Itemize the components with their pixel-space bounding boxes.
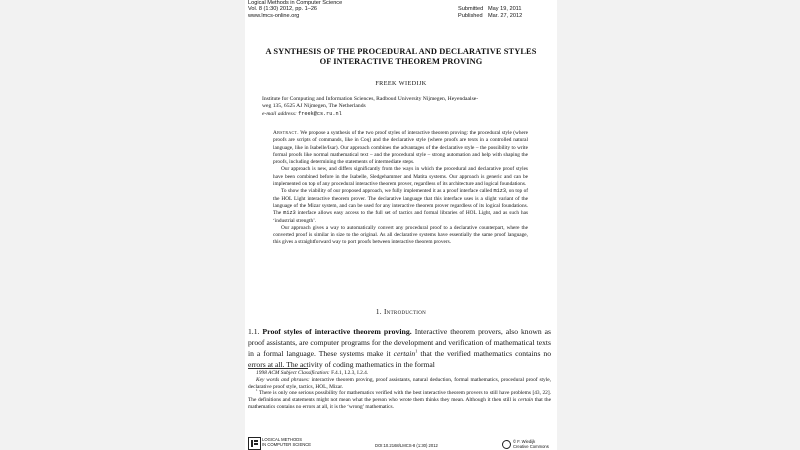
footnote-mark-1: 1 bbox=[256, 388, 258, 393]
copyright-line-1: © F. Wiedijk bbox=[513, 439, 536, 444]
journal-name: Logical Methods in Computer Science bbox=[248, 0, 343, 6]
journal-header bbox=[248, 0, 342, 19]
footnote-rule bbox=[248, 368, 308, 369]
intro-text-a: Interactive theorem provers, also known as proof assistants, are computer programs for the development and verification of mathematical texts in a formal language. These systems make it bbox=[248, 327, 551, 358]
journal-volume: Vol. 8 (1:30) 2012, pp. 1–26 bbox=[248, 6, 318, 13]
section-heading-introduction bbox=[245, 308, 557, 316]
paper-title bbox=[250, 47, 552, 67]
lmcs-logo-text bbox=[262, 438, 311, 447]
submitted-date: May 19, 2011 bbox=[488, 6, 522, 12]
abstract-p3-text-a: To show the viability of our proposed approach, we fully implemented it as a proof interface called bbox=[281, 188, 493, 195]
section-heading-text: 1. Introduction bbox=[375, 308, 427, 316]
footnote-1-text-b: that the mathematics contains no errors at all, it is the ‘wrong’ mathematics. bbox=[248, 397, 551, 410]
email-label: e-mail address: bbox=[262, 110, 297, 117]
abstract-paragraph-3 bbox=[273, 188, 528, 224]
abstract-paragraph-4: Our approach gives a way to automatically convert any procedural proof to a declarative counterpart, where the converted proof is similar in size to the original. As all declarative systems have essentially the same proof language, this gives a straightforward way to port proofs between interactive theorem provers. bbox=[273, 224, 528, 246]
logo-line-1: LOGICAL METHODS bbox=[262, 437, 303, 442]
copyright bbox=[513, 439, 549, 449]
keywords-value: interactive theorem proving, proof assistants, natural deduction, formal mathematics, procedural proof style, declarative proof style, tactics, HOL, Mizar. bbox=[248, 376, 551, 390]
abstract bbox=[273, 130, 528, 247]
abstract-label: Abstract. bbox=[273, 130, 299, 136]
subsection-number: 1.1. bbox=[248, 327, 260, 336]
footnote-1-text-a: There is only one serious possibility for mathematics verified with the best interactive theorem provers to still have problems [43, 22]. The definitions and statements might not mean what the person who wrote them thinks they mean. Although it then still is bbox=[248, 390, 551, 404]
affiliation-line-1: Institute for Computing and Information Sciences, Radboud University Nijmegen, Heyendaalse- bbox=[262, 96, 479, 102]
affiliation-line-2: weg 135, 6525 AJ Nijmegen, The Netherlands bbox=[262, 103, 366, 110]
keywords-label: Key words and phrases: bbox=[256, 376, 310, 383]
title-line-2: OF INTERACTIVE THEOREM PROVING bbox=[319, 57, 483, 67]
abstract-p3-text-b: , on top of the HOL Light interactive theorem prover. The declarative language that this interface uses is a slight variant of the language of the Mizar system, and can be used for any interactive theorem prover regardless of its logical foundations. The bbox=[273, 188, 528, 217]
footnote-1-certain: certain bbox=[517, 397, 534, 404]
acm-value: F.4.1, I.2.3, I.2.4. bbox=[331, 370, 369, 376]
abstract-paragraph-1: We propose a synthesis of the two proof styles of interactive theorem proving: the procedural style (where proofs are scripts of commands, like in Coq) and the declarative style (where proofs are texts in a controlled natural language, like in Isabelle/Isar). Our approach combines the advantages of the declarative style – the possibility to write formal proofs like normal mathematical text – and the procedural style – strong automation and help with shaping the proofs, including determining the statements of intermediate steps. bbox=[273, 130, 528, 166]
submission-dates bbox=[458, 6, 522, 20]
certain-emphasis: certain bbox=[393, 349, 416, 358]
author-name: FREEK WIEDIJK bbox=[375, 80, 427, 87]
miz3-code-2: miz3 bbox=[283, 210, 296, 217]
subsection-heading: Proof styles of interactive theorem proving. bbox=[262, 327, 412, 336]
abstract-p3-text-c: interface allows easy access to the full set of tactics and formal libraries of HOL Light, and as such has ‘industrial strength’. bbox=[273, 210, 529, 224]
lmcs-logo-icon bbox=[248, 437, 261, 450]
footnote-ref-1[interactable]: 1 bbox=[415, 348, 418, 354]
page-footer bbox=[245, 436, 557, 450]
journal-website: www.lmcs-online.org bbox=[248, 12, 300, 19]
logo-line-2: IN COMPUTER SCIENCE bbox=[262, 441, 312, 447]
miz3-code: miz3 bbox=[493, 188, 506, 195]
doi[interactable]: DOI:10.2168/LMCS-8 (1:30) 2012 bbox=[375, 443, 438, 448]
submitted-label: Submitted bbox=[458, 6, 484, 12]
copyright-line-2: Creative Commons bbox=[513, 444, 549, 449]
creative-commons-icon bbox=[502, 440, 511, 449]
intro-body bbox=[248, 326, 551, 370]
affiliation bbox=[262, 96, 552, 118]
published-label: Published bbox=[458, 12, 483, 19]
published-date: Mar. 27, 2012 bbox=[488, 12, 523, 19]
paper-page bbox=[245, 0, 557, 450]
abstract-paragraph-2: Our approach is new, and differs significantly from the ways in which the procedural and declarative proof styles have been combined before in the Isabelle, Sledgehammer and Matita systems. Our approach is generic and can be implemented on top of any procedural interactive theorem prover, regardless of its architecture and logical foundations. bbox=[273, 166, 528, 188]
footnotes bbox=[248, 370, 551, 411]
acm-label: 1998 ACM Subject Classification: bbox=[256, 370, 330, 376]
email-address[interactable]: freek@cs.ru.nl bbox=[298, 110, 342, 117]
title-line-1: A SYNTHESIS OF THE PROCEDURAL AND DECLARATIVE STYLES bbox=[265, 47, 537, 56]
intro-text-b: that the verified mathematics contains no errors at all. The activity of coding mathematics in the formal bbox=[248, 349, 552, 369]
